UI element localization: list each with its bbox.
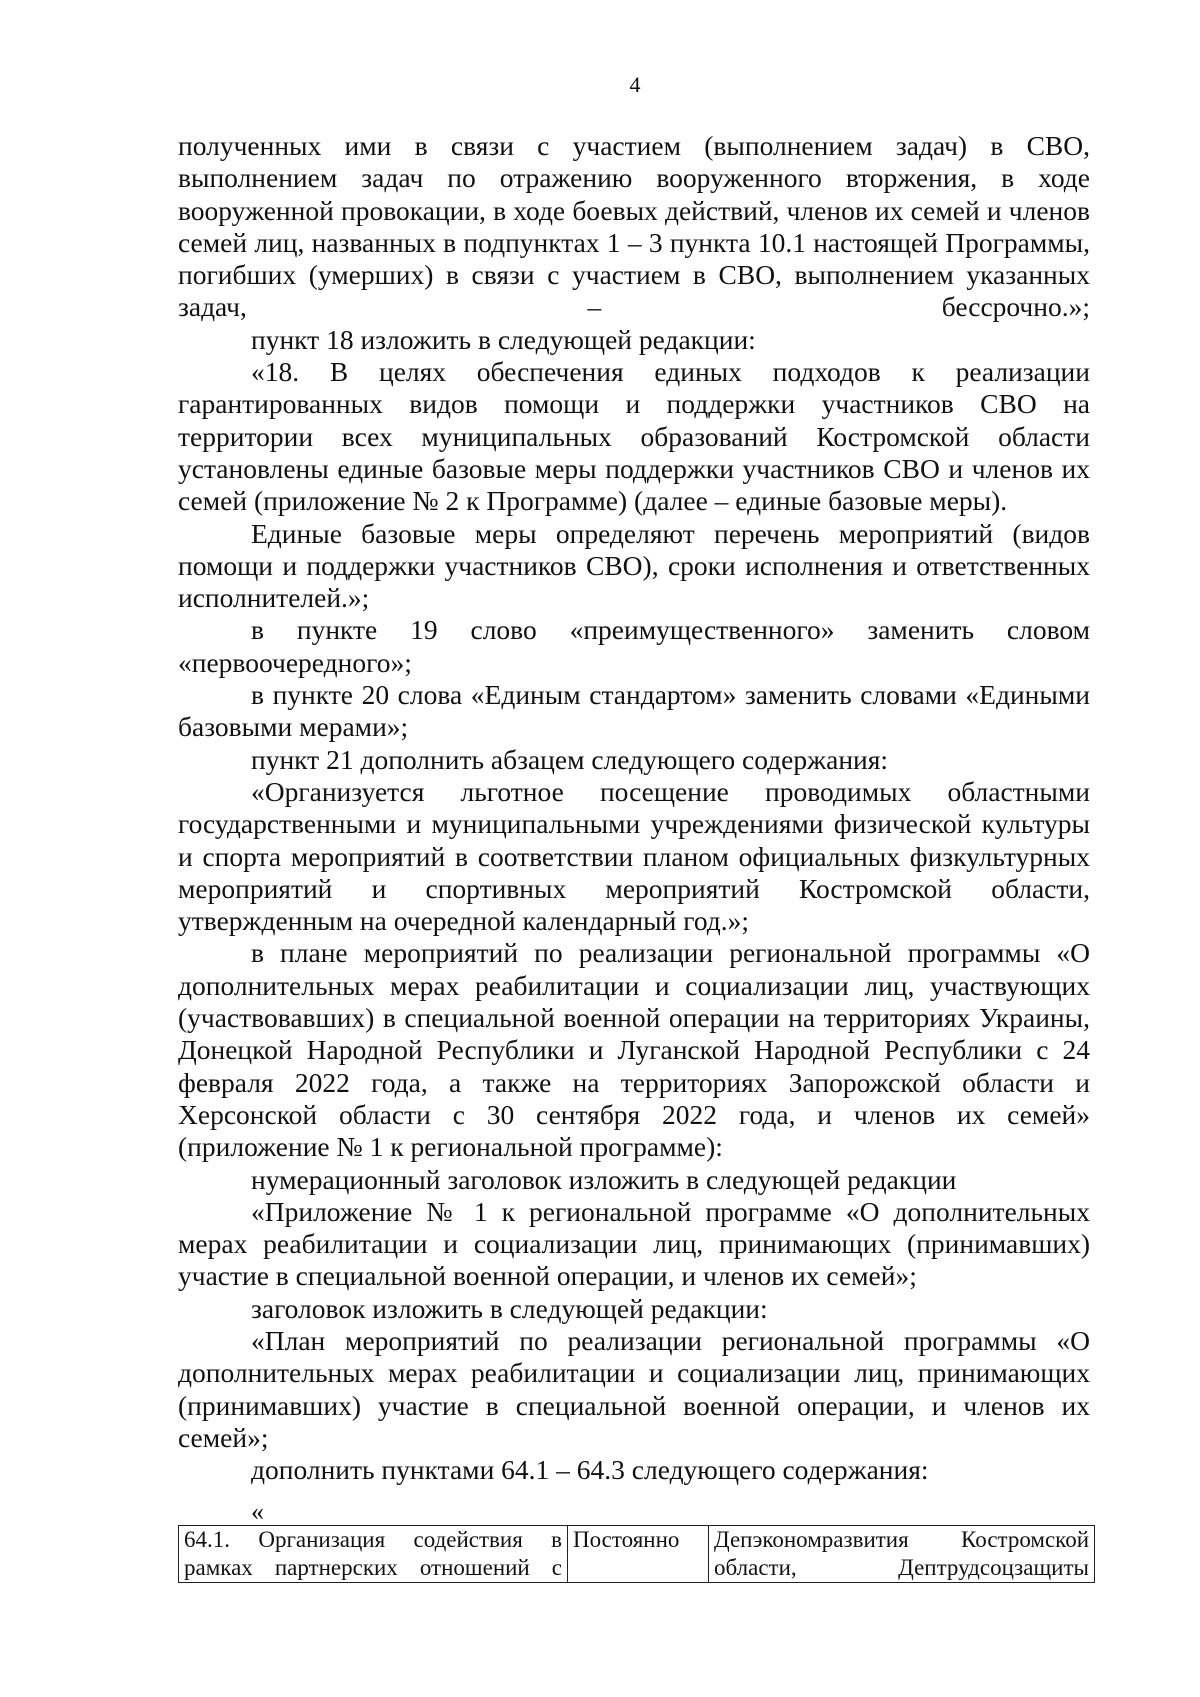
paragraph-appendix-heading: «Приложение № 1 к региональной программе «О дополнительных мерах реабилитации и социализации лиц, принимающих (принимавших) участие в специальной военной операции, и членов их семей»; <box>178 1195 1090 1292</box>
paragraph-point-18-instruction: пункт 18 изложить в следующей редакции: <box>251 323 756 355</box>
table-open-quote: « <box>251 1497 264 1526</box>
paragraph-add-points: дополнить пунктами 64.1 – 64.3 следующего содержания: <box>251 1454 929 1486</box>
table-cell-executors: Депэкономразвития Костромской области, Дептрудсоцзащиты <box>709 1526 1095 1583</box>
page-number: 4 <box>629 72 641 97</box>
paragraph-heading-instruction: заголовок изложить в следующей редакции: <box>251 1292 768 1324</box>
paragraph-point-18-text: «18. В целях обеспечения единых подходов к реализации гарантированных видов помощи и поддержки участников СВО на территории всех муниципальных образований Костромской области установлены единые базовые меры поддержки участников СВО и членов их семей (приложение № 2 к Программе) (далее – единые базовые меры). <box>178 356 1090 517</box>
paragraph-continuation: полученных ими в связи с участием (выполнением задач) в СВО, выполнением задач по отражению вооруженного вторжения, в ходе вооруженной провокации, в ходе боевых действий, членов их семей и членов семей лиц, названных в подпунктах 1 – 3 пункта 10.1 настоящей Программы, погибших (умерших) в связи с участием в СВО, выполнением указанных задач, – бессрочно.»; <box>178 130 1090 323</box>
paragraph-plan-heading: «План мероприятий по реализации региональной программы «О дополнительных мерах реабилитации и социализации лиц, принимающих (принимавших) участие в специальной военной операции, и членов их семей»; <box>178 1324 1090 1453</box>
table-row <box>179 1526 1095 1583</box>
table-cell-measure: 64.1. Организация содействия в рамках партнерских отношений с <box>179 1526 568 1583</box>
table-cell-term: Постоянно <box>568 1526 709 1583</box>
paragraph-point-19: в пункте 19 слово «преимущественного» заменить словом «первоочередного»; <box>178 614 1090 678</box>
measures-table <box>178 1525 1095 1583</box>
paragraph-point-20: в пункте 20 слова «Единым стандартом» заменить словами «Едиными базовыми мерами»; <box>178 679 1090 743</box>
paragraph-plan-of-measures: в плане мероприятий по реализации региональной программы «О дополнительных мерах реабилитации и социализации лиц, участвующих (участвовавших) в специальной военной операции на территориях Украины, Донецкой Народной Республики и Луганской Народной Республики с 24 февраля 2022 года, а также на территориях Запорожской области и Херсонской области с 30 сентября 2022 года, и членов их семей» (приложение № 1 к региональной программе): <box>178 937 1090 1163</box>
paragraph-point-21-instruction: пункт 21 дополнить абзацем следующего содержания: <box>251 743 889 775</box>
paragraph-base-measures: Единые базовые меры определяют перечень мероприятий (видов помощи и поддержки участников СВО), сроки исполнения и ответственных исполнителей.»; <box>178 517 1090 614</box>
document-body <box>178 130 1090 1486</box>
paragraph-point-21-text: «Организуется льготное посещение проводимых областными государственными и муниципальными учреждениями физической культуры и спорта мероприятий в соответствии планом официальных физкультурных мероприятий и спортивных мероприятий Костромской области, утвержденным на очередной календарный год.»; <box>178 775 1090 937</box>
paragraph-numbering-heading-instruction: нумерационный заголовок изложить в следующей редакции <box>251 1163 957 1195</box>
